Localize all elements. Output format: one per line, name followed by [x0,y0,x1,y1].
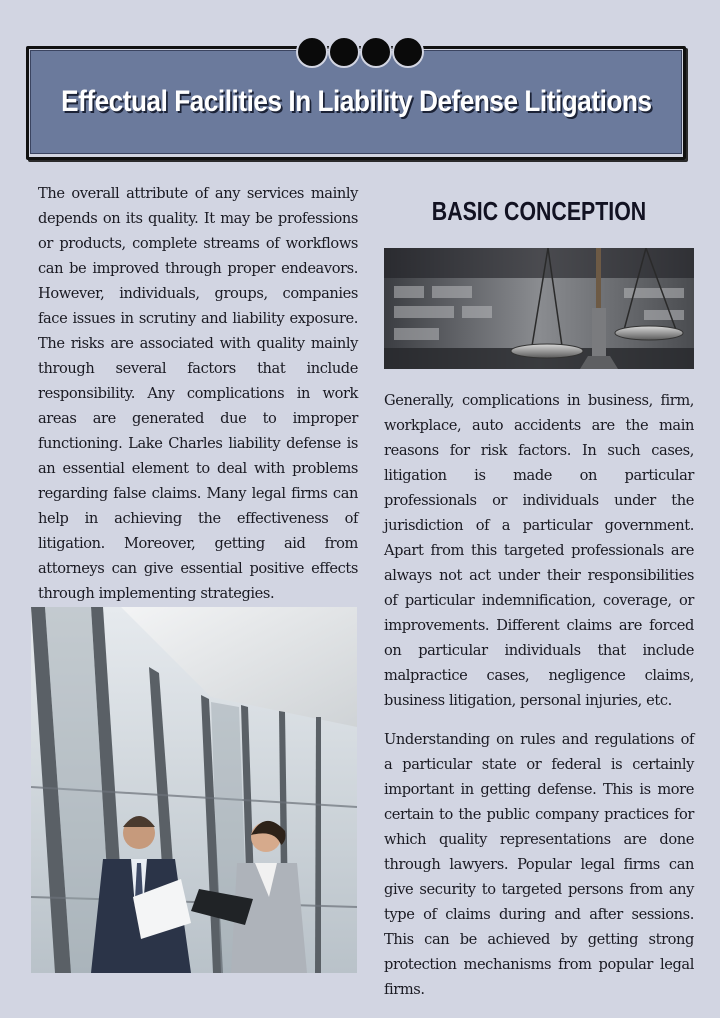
left-column [38,181,358,606]
decorative-dots [296,36,424,70]
dot-4 [392,36,424,68]
body-paragraph-1: Generally, complications in business, firm, workplace, auto accidents are the main reasons for risk factors. In such cases, litigation is made on particular professionals or individuals under the jurisdiction of a particular government. Apart from this targeted professionals are always not act under their responsibilities of particular indemnification, coverage, or improvements. Different claims are forced on particular individuals that include malpractice cases, negligence claims, business litigation, personal injuries, etc. [384,392,694,709]
intro-paragraph: The overall attribute of any services mainly depends on its quality. It may be professions or products, complete streams of workflows can be improved through proper endeavors. However, individuals, groups, companies face issues in scrutiny and liability exposure. The risks are associated with quality mainly through several factors that include responsibility. Any complications in work areas are generated due to improper functioning. Lake Charles liability defense is an essential element to deal with problems regarding false claims. Many legal firms can help in achieving the effectiveness of litigation. Moreover, getting aid from attorneys can give essential positive effects through implementing strategies. [38,185,358,602]
right-column [384,388,694,1002]
section-heading: BASIC CONCEPTION [431,196,647,226]
page-title: Effectual Facilities In Liability Defense Litigations [60,85,652,118]
business-people-office-photo [31,607,357,973]
body-paragraph-2: Understanding on rules and regulations of a particular state or federal is certainly important in getting defense. This is more certain to the public company practices for which quality representations are done through lawyers. Popular legal firms can give security to targeted persons from any type of claims during and after sessions. This can be achieved by getting strong protection mechanisms from popular legal firms. [384,731,694,998]
scales-of-justice-photo [384,248,694,369]
dot-2 [328,36,360,68]
dot-3 [360,36,392,68]
dot-1 [296,36,328,68]
